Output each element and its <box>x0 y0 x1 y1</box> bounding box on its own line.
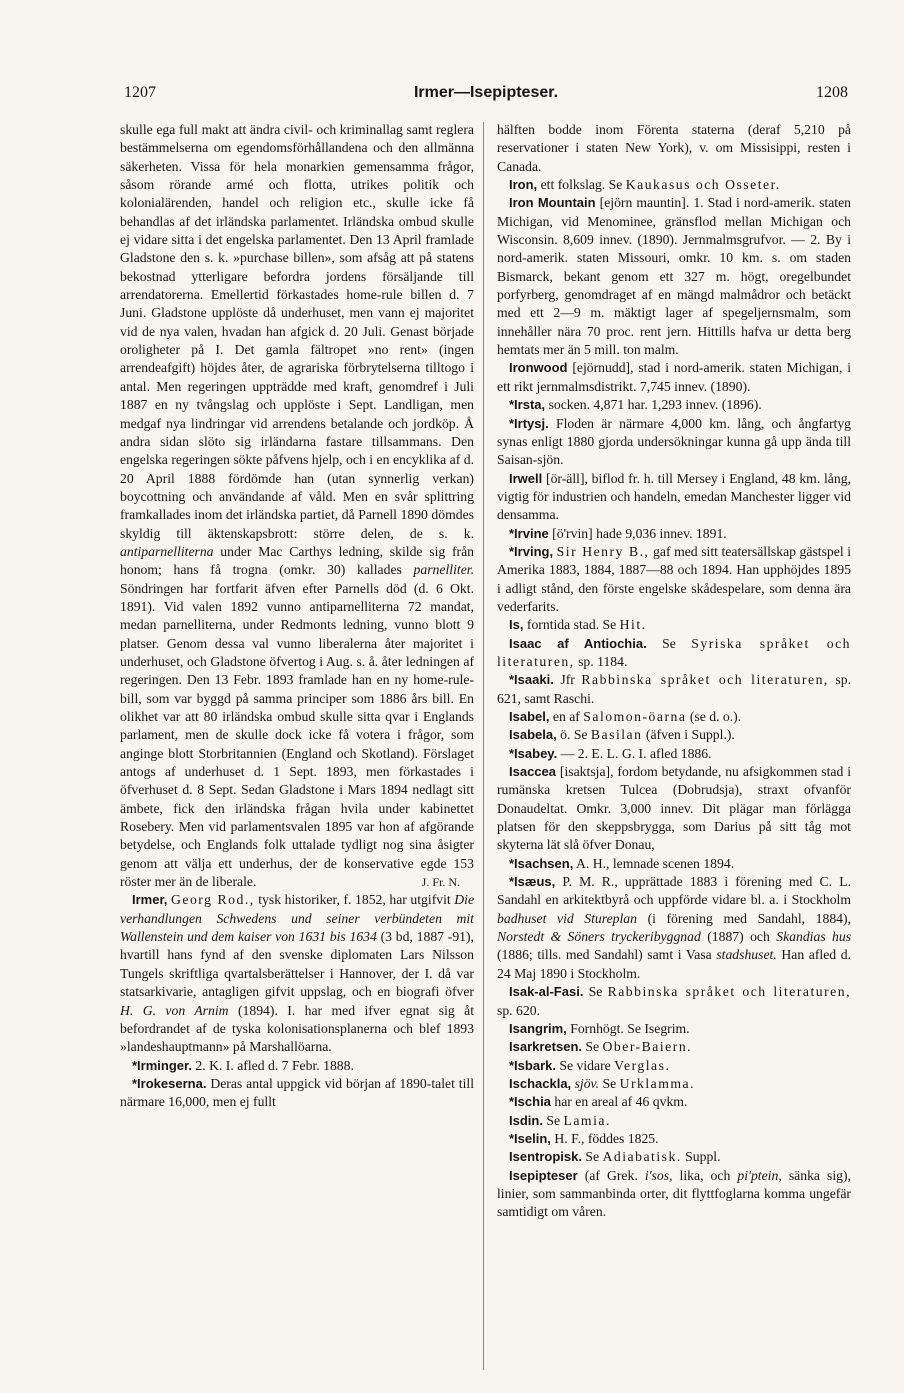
entry-ironwood: Ironwood [ejörnudd], stad i nord-amerik. staten Michigan, i ett rikt jernmalmsdistrikt. 7,745 innev. (1890). <box>497 360 851 394</box>
entry-iselin: *Iselin, H. F., föddes 1825. <box>509 1130 659 1146</box>
headword: *Isaaki. <box>509 672 554 688</box>
headword: Isak-al-Fasi. <box>509 984 584 1000</box>
headword: Irwell <box>509 470 543 486</box>
entry-irvine: *Irvine [ö'rvin] hade 9,036 innev. 1891. <box>509 525 727 541</box>
entry-isentropisk: Isentropisk. Se Adiabatisk. Suppl. <box>509 1149 721 1165</box>
entry-isaeus: *Isæus, P. M. R., upprättade 1883 i förening med C. L. Sandahl en arkitektbyrå och uppförde vidare bl. a. i Stockholm badhuset vid Stureplan (i förening med Sandahl, 1884), Norstedt & Söners tryckeribyggnad (1887) och Skandias hus (1886; tills. med Sandahl) samt i Vasa stadshuset. Han afled d. 24 Maj 1890 i Stockholm. <box>497 874 851 981</box>
headword: Isaac af Antiochia. <box>509 635 647 651</box>
entry-isaaki: *Isaaki. Jfr Rabbinska språket och literaturen, sp. 621, samt Raschi. <box>497 672 851 706</box>
ireland-continuation: skulle ega full makt att ändra civil- och kriminallag samt reglera bestämmelserna om egendomsförhållandena och den allmänna säkerheten. Vissa för hela monarkien gemensamma frågor, såsom rörande armé och flotta, utrikes politik och kolonialärenden, handel och religion etc., skulle icke få behandlas af det irländska parlamentet. Irländska ombud skulle ej vidare sitta i det engelska parlamentet. Den 13 April framlade Gladstone den s. k. »purchase billen», som afsåg att på statens bekostnad ytterligare befordra jordens försäljande till arrendatorerna. Emellertid förkastades home-rule billen d. 7 Juni. Gladstone upplöste då underhuset, men vann ej majoritet vid de nya valen, hvadan han afgick d. 20 Juli. Genast började oroligheter på I. Det gamla fältropet »no rent» (ingen arrendeafgift) höjdes åter, de agrariska förbrytelserna tilltogo i antal. Men regeringen uppträdde med kraft, genomdref i Juli 1887 en ny tvångslag och upplöste i Sept. Landligan, men medgaf nya lindringar vid arrendens betalande och jordköp. Å andra sidan slöto sig irländarna fastare tillsammans. Den engelska regeringen sökte påfvens hjelp, och i en encyklika af d. 20 April 1888 fördömde han (utan synnerlig verkan) boycottning och användande af våld. Men en svår splittring framkallades inom det irländska partiet, då Parnell 1890 dömdes skyldig till äktenskapsbrott: större delen, de s. k. antiparnelliterna under Mac Carthys ledning, skilde sig från honom; hans få trogna (omkr. 30) kallades parnelliter. Söndringen har fortfarit äfven efter Parnells död (d. 6 Okt. 1891). Vid valen 1892 vunno antiparnelliterna 72 mandat, medan parnelliterna, under Redmonts ledning, vunno blott 9 platser. Genom dessa val vunno liberalerna åter majoritet i underhuset, och Gladstone öfvertog i Aug. s. å. åter ledningen af regeringen. Den 13 Febr. 1893 framlade han en ny home-rule-bill, som var byggd på samma principer som 1886 års bill. En olikhet var att 80 irländska ombud skulle sitta qvar i Englands parlament, men de skulle dock icke få votera i frågor, som anginge blott Storbritannien (England och Skotland). Förslaget antogs af underhuset d. 1 Sept. 1893, men förkastades i öfverhuset d. 8 Sept. Sedan Gladstone i Mars 1894 nedlagt sitt ämbete, fick den irländska frågan hvila under kabinettet Rosebery. Men vid parlamentsvalen 1895 var hon af afgörande betydelse, och Englands folk uttalade tydligt nog sina åsigter genom att välja ett underhus, der de konservative egde 153 röster mer än de liberale. J. Fr. N. <box>120 121 474 891</box>
entry-isarkretsen: Isarkretsen. Se Ober-Baiern. <box>509 1039 693 1055</box>
headword: *Ischia <box>509 1094 551 1110</box>
page-number-left: 1207 <box>124 84 156 101</box>
entry-isaccea: Isaccea [isaktsja], fordom betydande, nu afsigkommen stad i rumänska kretsen Tulcea (Dobrudsja), straxt ofvanför Donaudeltat. Omkr. 3,000 innev. Dit plägar man förlägga platsen för den skeppsbrygga, som Darius på sitt tåg mot skyterna lät slå öfver Donau, <box>497 764 851 853</box>
entry-is: Is, forntida stad. Se Hit. <box>509 617 647 633</box>
headword: Isabel, <box>509 709 550 724</box>
entry-isabel: Isabel, en af Salomon-öarna (se d. o.). <box>509 709 742 724</box>
entry-iron: Iron, ett folkslag. Se Kaukasus och Osseter. <box>509 177 781 193</box>
headword: *Isæus, <box>509 874 556 890</box>
headword: *Irminger. <box>132 1057 192 1073</box>
entry-isdin: Isdin. Se Lamia. <box>509 1112 611 1128</box>
headword: *Irtysj. <box>509 415 549 431</box>
headword: Isepipteser <box>509 1167 578 1183</box>
headword: Isarkretsen. <box>509 1039 582 1055</box>
headword: Ischackla, <box>509 1075 572 1091</box>
entry-irokeserna: *Irokeserna. Deras antal uppgick vid början af 1890-talet till närmare 16,000, men ej fullt <box>120 1075 474 1110</box>
left-column <box>120 121 474 1371</box>
page-number-right: 1208 <box>816 84 848 101</box>
headword: Isdin. <box>509 1112 543 1128</box>
column-divider <box>483 122 484 1370</box>
entry-iron-mountain: Iron Mountain [ejörn mauntin]. 1. Stad i nord-amerik. staten Michigan, vid Menominee, gränsflod mellan Michigan och Wisconsin. 8,609 innev. (1890). Jernmalmsgrufvor. — 2. By i nord-amerik. staten Missouri, omkr. 10 km. s. om staden Bismarck, bekant genom ett 327 m. högt, oregelbundet porfyrberg, genomdraget af en mängd malmådror och betäckt med ett 2—9 m. mäktigt lager af spegeljernsmalm, som innehåller nära 70 proc. rent jern. Hittills hafva ur detta berg hemtats mer än 5 mill. ton malm. <box>497 195 851 358</box>
running-title: Irmer—Isepipteser. <box>413 84 559 101</box>
entry-isaac: Isaac af Antiochia. Se Syriska språket och literaturen, sp. 1184. <box>497 635 851 669</box>
headword: Is, <box>509 617 524 633</box>
entry-isachsen: *Isachsen, A. H., lemnade scenen 1894. <box>509 855 735 871</box>
entry-isak-al-fasi: Isak-al-Fasi. Se Rabbinska språket och literaturen, sp. 620. <box>497 984 851 1018</box>
headword: *Irsta, <box>509 397 546 413</box>
headword: *Isbark. <box>509 1057 556 1073</box>
headword: Isabela, <box>509 727 557 743</box>
entry-irmer: Irmer, Georg Rod., tysk historiker, f. 1852, har utgifvit Die verhandlungen Schwedens und seiner verbündeten mit Wallenstein und dem kaiser von 1631 bis 1634 (3 bd, 1887 -91), hvartill hans fynd af den svenske diplomaten Lars Nilsson Tungels skriftliga qvartalsberättelser i Hannover, der I. då var statsarkivarie, antagligen gifvit uppslag, och en biografi öfver H. G. von Arnim (1894). I. har med ifver egnat sig åt befordrandet af de tyska kolonisationsplanerna och blef 1893 »landeshauptmann» på Marshallöarna. <box>120 892 474 1055</box>
entry-isabey: *Isabey. — 2. E. L. G. I. afled 1886. <box>509 745 712 761</box>
entry-irsta: *Irsta, socken. 4,871 har. 1,293 innev. (1896). <box>509 397 762 413</box>
entry-isabela: Isabela, ö. Se Basilan (äfven i Suppl.). <box>509 727 735 743</box>
entry-ischia: *Ischia har en areal af 46 qvkm. <box>509 1094 688 1110</box>
entry-irtysj: *Irtysj. Floden är närmare 4,000 km. lång, och ångfartyg synas enligt 1880 gjorda undersökningar kunna gå upp ända till Saisan-sjön. <box>497 415 851 468</box>
irokeserna-continuation: hälften bodde inom Förenta staterna (deraf 5,210 på reservationer i staten New York), v. om Missisippi, resten i Canada. <box>497 122 851 174</box>
entry-irwell: Irwell [ör-äll], biflod fr. h. till Mersey i England, 48 km. lång, vigtig för industrien och handeln, emedan Manchester ligger vid densamma. <box>497 470 851 523</box>
entry-irving: *Irving, Sir Henry B., gaf med sitt teatersällskap gästspel i Amerika 1883, 1884, 1887—88 och 1894. Han upphöjdes 1895 i adligt stånd, den förste engelske skådespelare, som denna ära vederfarits. <box>497 543 851 614</box>
headword: Isaccea <box>509 764 556 780</box>
headword: *Irokeserna. <box>132 1075 207 1091</box>
author-signature: J. Fr. N. <box>421 875 460 890</box>
headword: Ironwood <box>509 360 568 376</box>
headword: Isangrim, <box>509 1020 567 1036</box>
headword: *Isachsen, <box>509 855 574 871</box>
entry-ischackla: Ischackla, sjöv. Se Urklamma. <box>509 1075 696 1091</box>
headword: Irmer, <box>132 892 168 908</box>
headword: *Iselin, <box>509 1130 551 1146</box>
entry-isangrim: Isangrim, Fornhögt. Se Isegrim. <box>509 1020 690 1036</box>
headword: *Irvine <box>509 525 549 541</box>
headword: Iron Mountain <box>509 195 596 211</box>
right-column <box>497 121 851 1371</box>
entry-isepipteser: Isepipteser (af Grek. i'sos, lika, och pi'ptein, sänka sig), linier, som sammanbinda orter, dit flyttfoglarna komma ungefär samtidigt om våren. <box>497 1167 851 1220</box>
headword: Iron, <box>509 177 538 193</box>
headword: Isentropisk. <box>509 1149 582 1165</box>
page-header <box>124 84 848 108</box>
headword: *Irving, <box>509 543 554 559</box>
entry-isbark: *Isbark. Se vidare Verglas. <box>509 1057 671 1073</box>
headword: *Isabey. <box>509 745 558 761</box>
entry-irminger: *Irminger. 2. K. I. afled d. 7 Febr. 1888. <box>132 1057 354 1073</box>
